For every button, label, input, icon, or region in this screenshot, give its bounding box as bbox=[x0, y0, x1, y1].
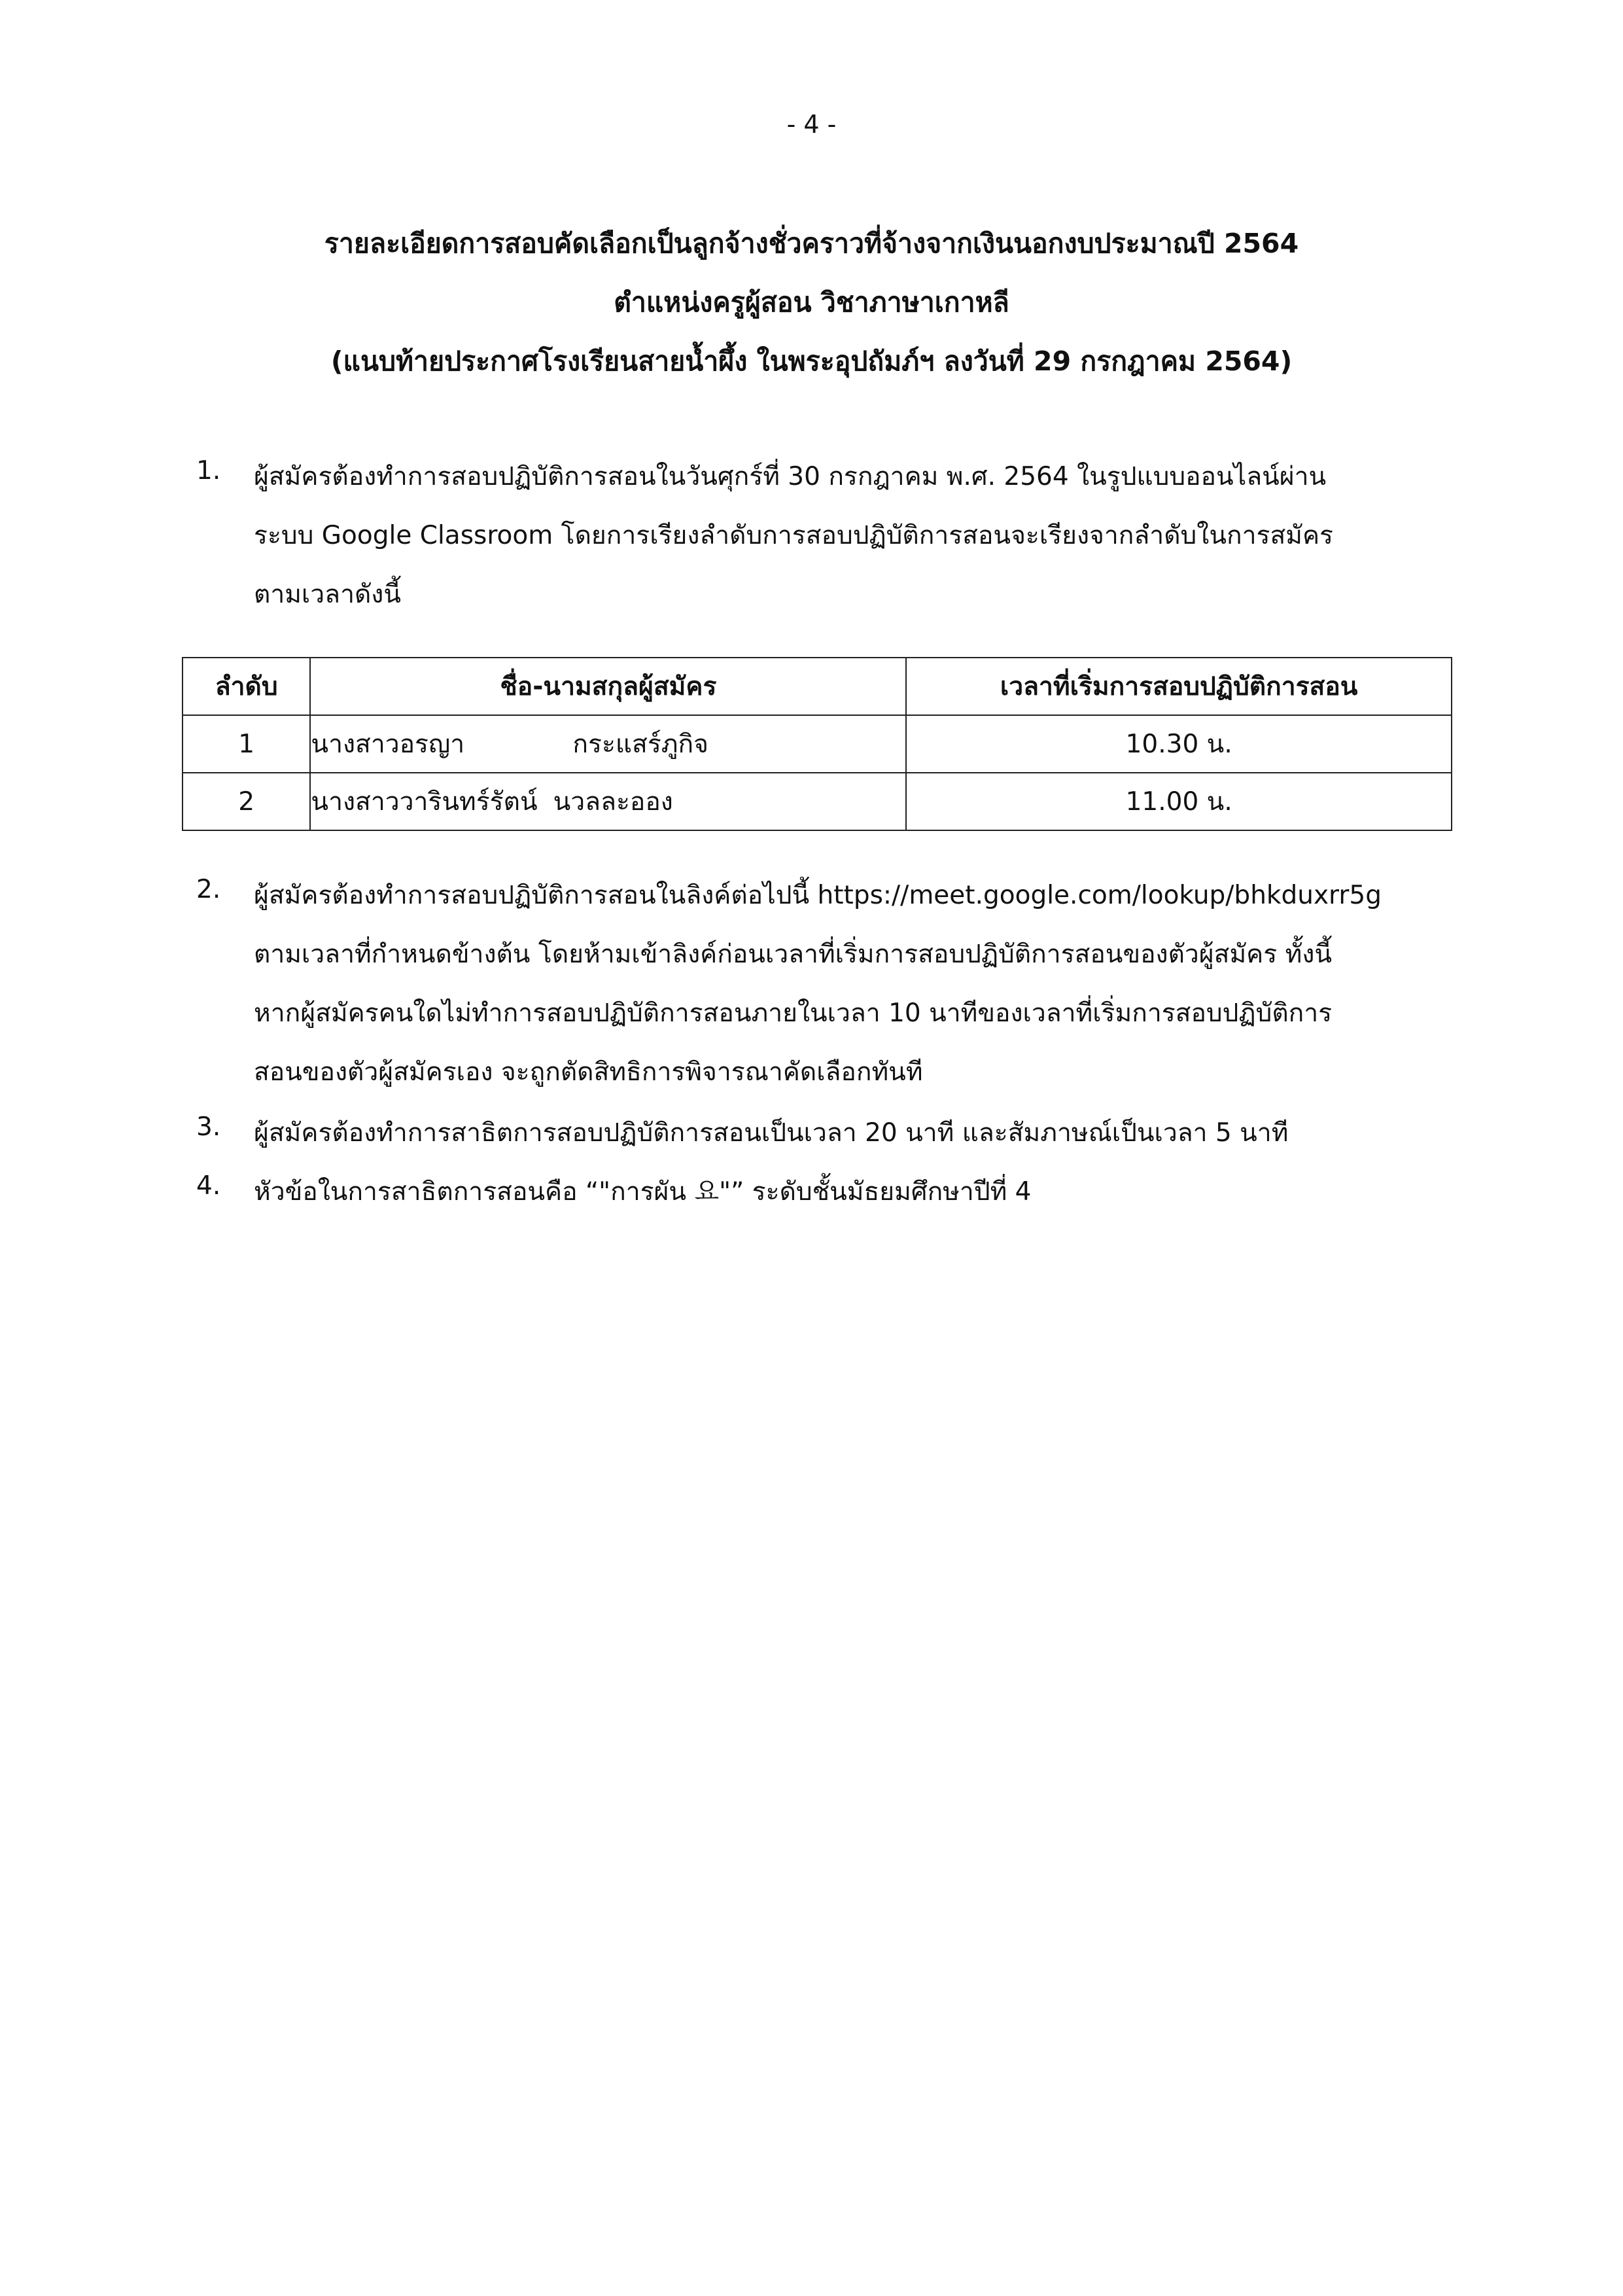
list-item-line: ผู้สมัครต้องทำการสอบปฏิบัติการสอนในวันศุกร์ที่ 30 กรกฎาคม พ.ศ. 2564 ในรูปแบบออนไลน์ผ่าน bbox=[254, 462, 1327, 491]
cell-time: 10.30 น. bbox=[906, 715, 1452, 773]
heading-line-1: รายละเอียดการสอบคัดเลือกเป็นลูกจ้างชั่วคราวที่จ้างจากเงินนอกงบประมาณปี 2564 bbox=[324, 228, 1299, 259]
list-item-line: ระบบ Google Classroom โดยการเรียงลำดับการสอบปฏิบัติการสอนจะเรียงจากลำดับในการสมัคร bbox=[254, 521, 1333, 550]
cell-last-name: กระแสร์ภูกิจ bbox=[572, 730, 708, 759]
list-item-line: หัวข้อในการสาธิตการสอนคือ “"การผัน 요"” ระดับชั้นมัธยมศึกษาปีที่ 4 bbox=[254, 1177, 1032, 1207]
list-item-line: ตามเวลาดังนี้ bbox=[254, 580, 401, 609]
heading-line-3: (แนบท้ายประกาศโรงเรียนสายน้ำผึ้ง ในพระอุปถัมภ์ฯ ลงวันที่ 29 กรกฎาคม 2564) bbox=[330, 345, 1293, 377]
cell-first-name: นางสาวอรญา bbox=[311, 730, 465, 759]
exam-schedule-table bbox=[182, 657, 1452, 831]
list-item-line: หากผู้สมัครคนใดไม่ทำการสอบปฏิบัติการสอนภายในเวลา 10 นาทีของเวลาที่เริ่มการสอบปฏิบัติการ bbox=[254, 998, 1333, 1028]
cell-time: 11.00 น. bbox=[906, 773, 1452, 830]
heading-line-2: ตำแหน่งครูผู้สอน วิชาภาษาเกาหลี bbox=[614, 287, 1009, 318]
table-header-row bbox=[183, 658, 1452, 715]
list-item-line: ผู้สมัครต้องทำการสาธิตการสอบปฏิบัติการสอนเป็นเวลา 20 นาที และสัมภาษณ์เป็นเวลา 5 นาที bbox=[254, 1118, 1289, 1148]
cell-order: 1 bbox=[183, 715, 310, 773]
table-row bbox=[183, 773, 1452, 830]
list-item-number: 4. bbox=[196, 1171, 221, 1201]
list-item-number: 3. bbox=[196, 1112, 221, 1142]
cell-first-name: นางสาววารินทร์รัตน์ bbox=[311, 787, 538, 817]
header-time: เวลาที่เริ่มการสอบปฏิบัติการสอน bbox=[906, 658, 1452, 715]
cell-order: 2 bbox=[183, 773, 310, 830]
cell-last-name: นวลละออง bbox=[553, 787, 673, 817]
list-item-number: 1. bbox=[196, 456, 221, 486]
list-item-number: 2. bbox=[196, 875, 221, 904]
list-item-line: ตามเวลาที่กำหนดข้างต้น โดยห้ามเข้าลิงค์ก่อนเวลาที่เริ่มการสอบปฏิบัติการสอนของตัวผู้สมัคร ทั้งนี้ bbox=[254, 940, 1333, 969]
header-name: ชื่อ-นามสกุลผู้สมัคร bbox=[310, 658, 906, 715]
cell-name bbox=[310, 773, 906, 830]
page-number: - 4 - bbox=[786, 110, 837, 139]
cell-name bbox=[310, 715, 906, 773]
list-item-line: สอนของตัวผู้สมัครเอง จะถูกตัดสิทธิการพิจารณาคัดเลือกทันที bbox=[254, 1057, 923, 1087]
list-item-line-with-link: ผู้สมัครต้องทำการสอบปฏิบัติการสอนในลิงค์ต่อไปนี้ https://meet.google.com/lookup/bhkduxrr5g bbox=[254, 881, 1382, 910]
table-row bbox=[183, 715, 1452, 773]
header-order: ลำดับ bbox=[183, 658, 310, 715]
